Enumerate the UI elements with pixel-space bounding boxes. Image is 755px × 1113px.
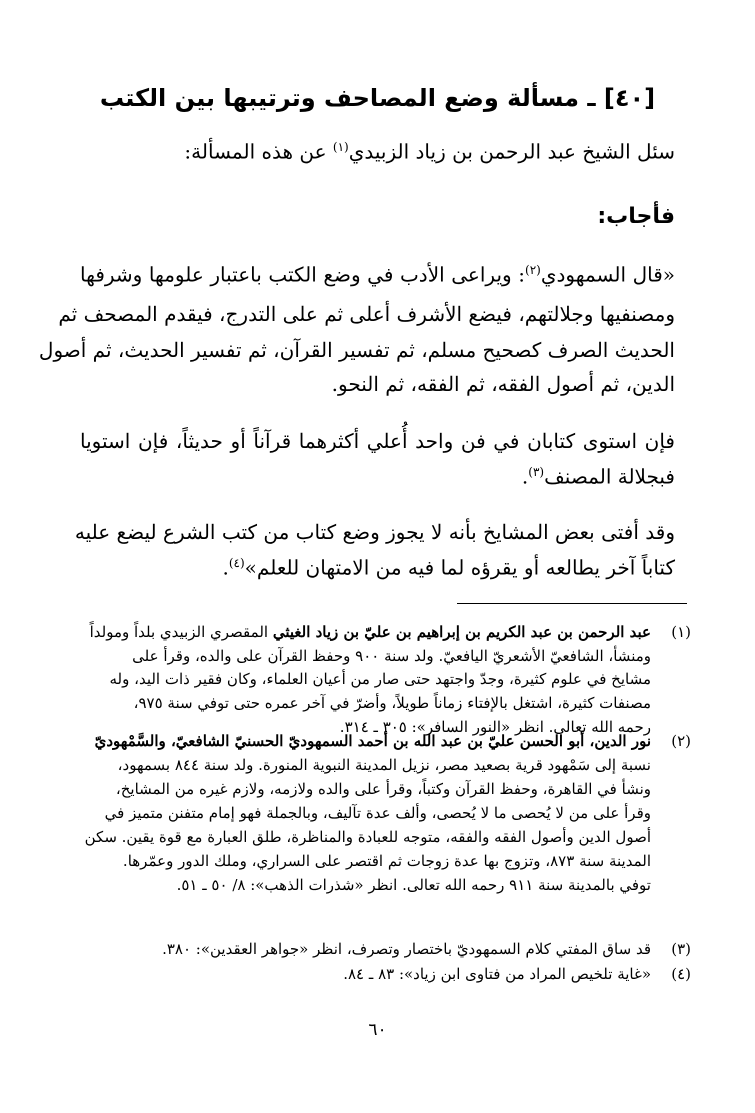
- paragraph1-line3: الحديث الصرف كصحيح مسلم، ثم تفسير القرآن، ثم تفسير الحديث، ثم أصول: [38, 338, 675, 362]
- paragraph3-line1: وقد أفتى بعض المشايخ بأنه لا يجوز وضع كتاب من كتب الشرع ليضع عليه: [74, 520, 675, 544]
- footnote-1-number: (١): [671, 623, 691, 641]
- paragraph3-text-after: .: [222, 555, 229, 580]
- paragraph2-line2: [80, 466, 675, 487]
- footnote-2-line5: أصول الدين وأصول الفقه والفقه، متوجه للعبادة والمناظرة، طلق العبارة مع قوة يقين. سكن: [84, 828, 651, 846]
- paragraph1-line1: [80, 264, 675, 285]
- intro-text-after: عن هذه المسألة:: [184, 139, 333, 164]
- footnote-3-text: قد ساق المفتي كلام السمهوديّ باختصار وتصرف، انظر «جواهر العقدين»: ٣٨٠.: [162, 940, 651, 958]
- footnote-ref-1: (١): [332, 140, 349, 154]
- footnote-2-line7: توفي بالمدينة سنة ٩١١ رحمه الله تعالى. انظر «شذرات الذهب»: ٨/ ٥٠ ـ ٥١.: [176, 876, 651, 894]
- paragraph3-text-before: كتاباً آخر يطالعه أو يقرؤه لما فيه من الامتهان للعلم»: [244, 555, 675, 580]
- footnote-2-name: نور الدين، أبو الحسن عليّ بن عبد الله بن أحمد السمهوديّ الحسنيّ الشافعيّ، والسَّمْهوديّ: [94, 732, 651, 750]
- intro-text-before: سئل الشيخ عبد الرحمن بن زياد الزبيدي: [348, 139, 675, 164]
- page-number: ٦٠: [368, 1020, 387, 1040]
- footnote-1-line5: رحمه الله تعالى. انظر «النور السافر»: ٣٠٥ ـ ٣١٤.: [339, 718, 651, 736]
- paragraph1-text-after: : ويراعى الأدب في وضع الكتب باعتبار علومها وشرفها: [80, 262, 525, 287]
- paragraph1-line2: ومصنفيها وجلالتهم، فيضع الأشرف أعلى ثم على التدرج، فيقدم المصحف ثم: [58, 302, 675, 326]
- paragraph1-text-before: «قال السمهودي: [540, 262, 675, 287]
- footnote-separator: [457, 603, 687, 604]
- paragraph1-line4: الدين، ثم أصول الفقه، ثم الفقه، ثم النحو.: [331, 372, 675, 396]
- footnote-1-line1: [80, 625, 691, 640]
- footnote-2-line3: ونشأ في القاهرة، وحفظ القرآن وكتباً، وقرأ على والده ولازمه، ولازم غيره من المشايخ،: [115, 780, 651, 798]
- footnote-2-line1: [80, 734, 691, 749]
- paragraph2-text-after: .: [521, 464, 529, 489]
- footnote-ref-3: (٣): [528, 465, 545, 479]
- paragraph2-line1: فإن استوى كتابان في فن واحد أُعلي أكثرهما قرآناً أو حديثاً، فإن استويا: [80, 429, 675, 453]
- footnote-3-number: (٣): [671, 940, 691, 958]
- section-heading: [٤٠] ـ مسألة وضع المصاحف وترتيبها بين الكتب: [99, 84, 656, 112]
- footnote-ref-2: (٢): [525, 263, 541, 277]
- footnote-1-line4: مصنفات كثيرة، اشتغل بالإفتاء زماناً طويلاً، وأضرّ في آخر عمره حتى توفي سنة ٩٧٥،: [133, 694, 651, 712]
- footnote-2-line6: المدينة سنة ٨٧٣، وتزوج بها عدة زوجات ثم اقتصر على السراري، وملك الدور وعمّرها.: [122, 852, 651, 870]
- paragraph2-text-before: فبجلالة المصنف: [544, 464, 675, 489]
- footnote-4-number: (٤): [671, 965, 691, 983]
- answer-label: فأجاب:: [597, 204, 675, 229]
- footnote-1-line3: مشايخ في علوم كثيرة، وجدّ واجتهد حتى صار من أعيان العلماء، وكان فقير ذات اليد، وله: [109, 670, 651, 688]
- footnote-2-line2: نسبة إلى سَمْهود قرية بصعيد مصر، نزيل المدينة النبوية المنورة. ولد سنة ٨٤٤ بسمهود،: [117, 756, 651, 774]
- footnote-1-line2: ومنشأ، الشافعيّ الأشعريّ اليافعيّ. ولد سنة ٩٠٠ وحفظ القرآن على والده، وقرأ على: [132, 647, 651, 665]
- footnote-2-line4: وقرأ على من لا يُحصى ما لا يُحصى، وألف عدة تآليف، وبالجملة فهو إمام متفنن متميز في: [104, 804, 651, 822]
- footnote-4-text: «غاية تلخيص المراد من فتاوى ابن زياد»: ٨٣ ـ ٨٤.: [343, 965, 651, 983]
- paragraph3-line2: [80, 557, 675, 578]
- footnote-ref-4: (٤): [228, 556, 245, 570]
- footnote-3: [80, 942, 691, 957]
- intro-line: [80, 141, 675, 162]
- footnote-1-name: عبد الرحمن بن عبد الكريم بن إبراهيم بن عليّ بن زياد الغيثي: [272, 623, 651, 641]
- footnote-4: [80, 967, 691, 982]
- footnote-1-text: المقصري الزبيدي بلداً ومولداً: [89, 623, 273, 641]
- footnote-2-number: (٢): [671, 732, 691, 750]
